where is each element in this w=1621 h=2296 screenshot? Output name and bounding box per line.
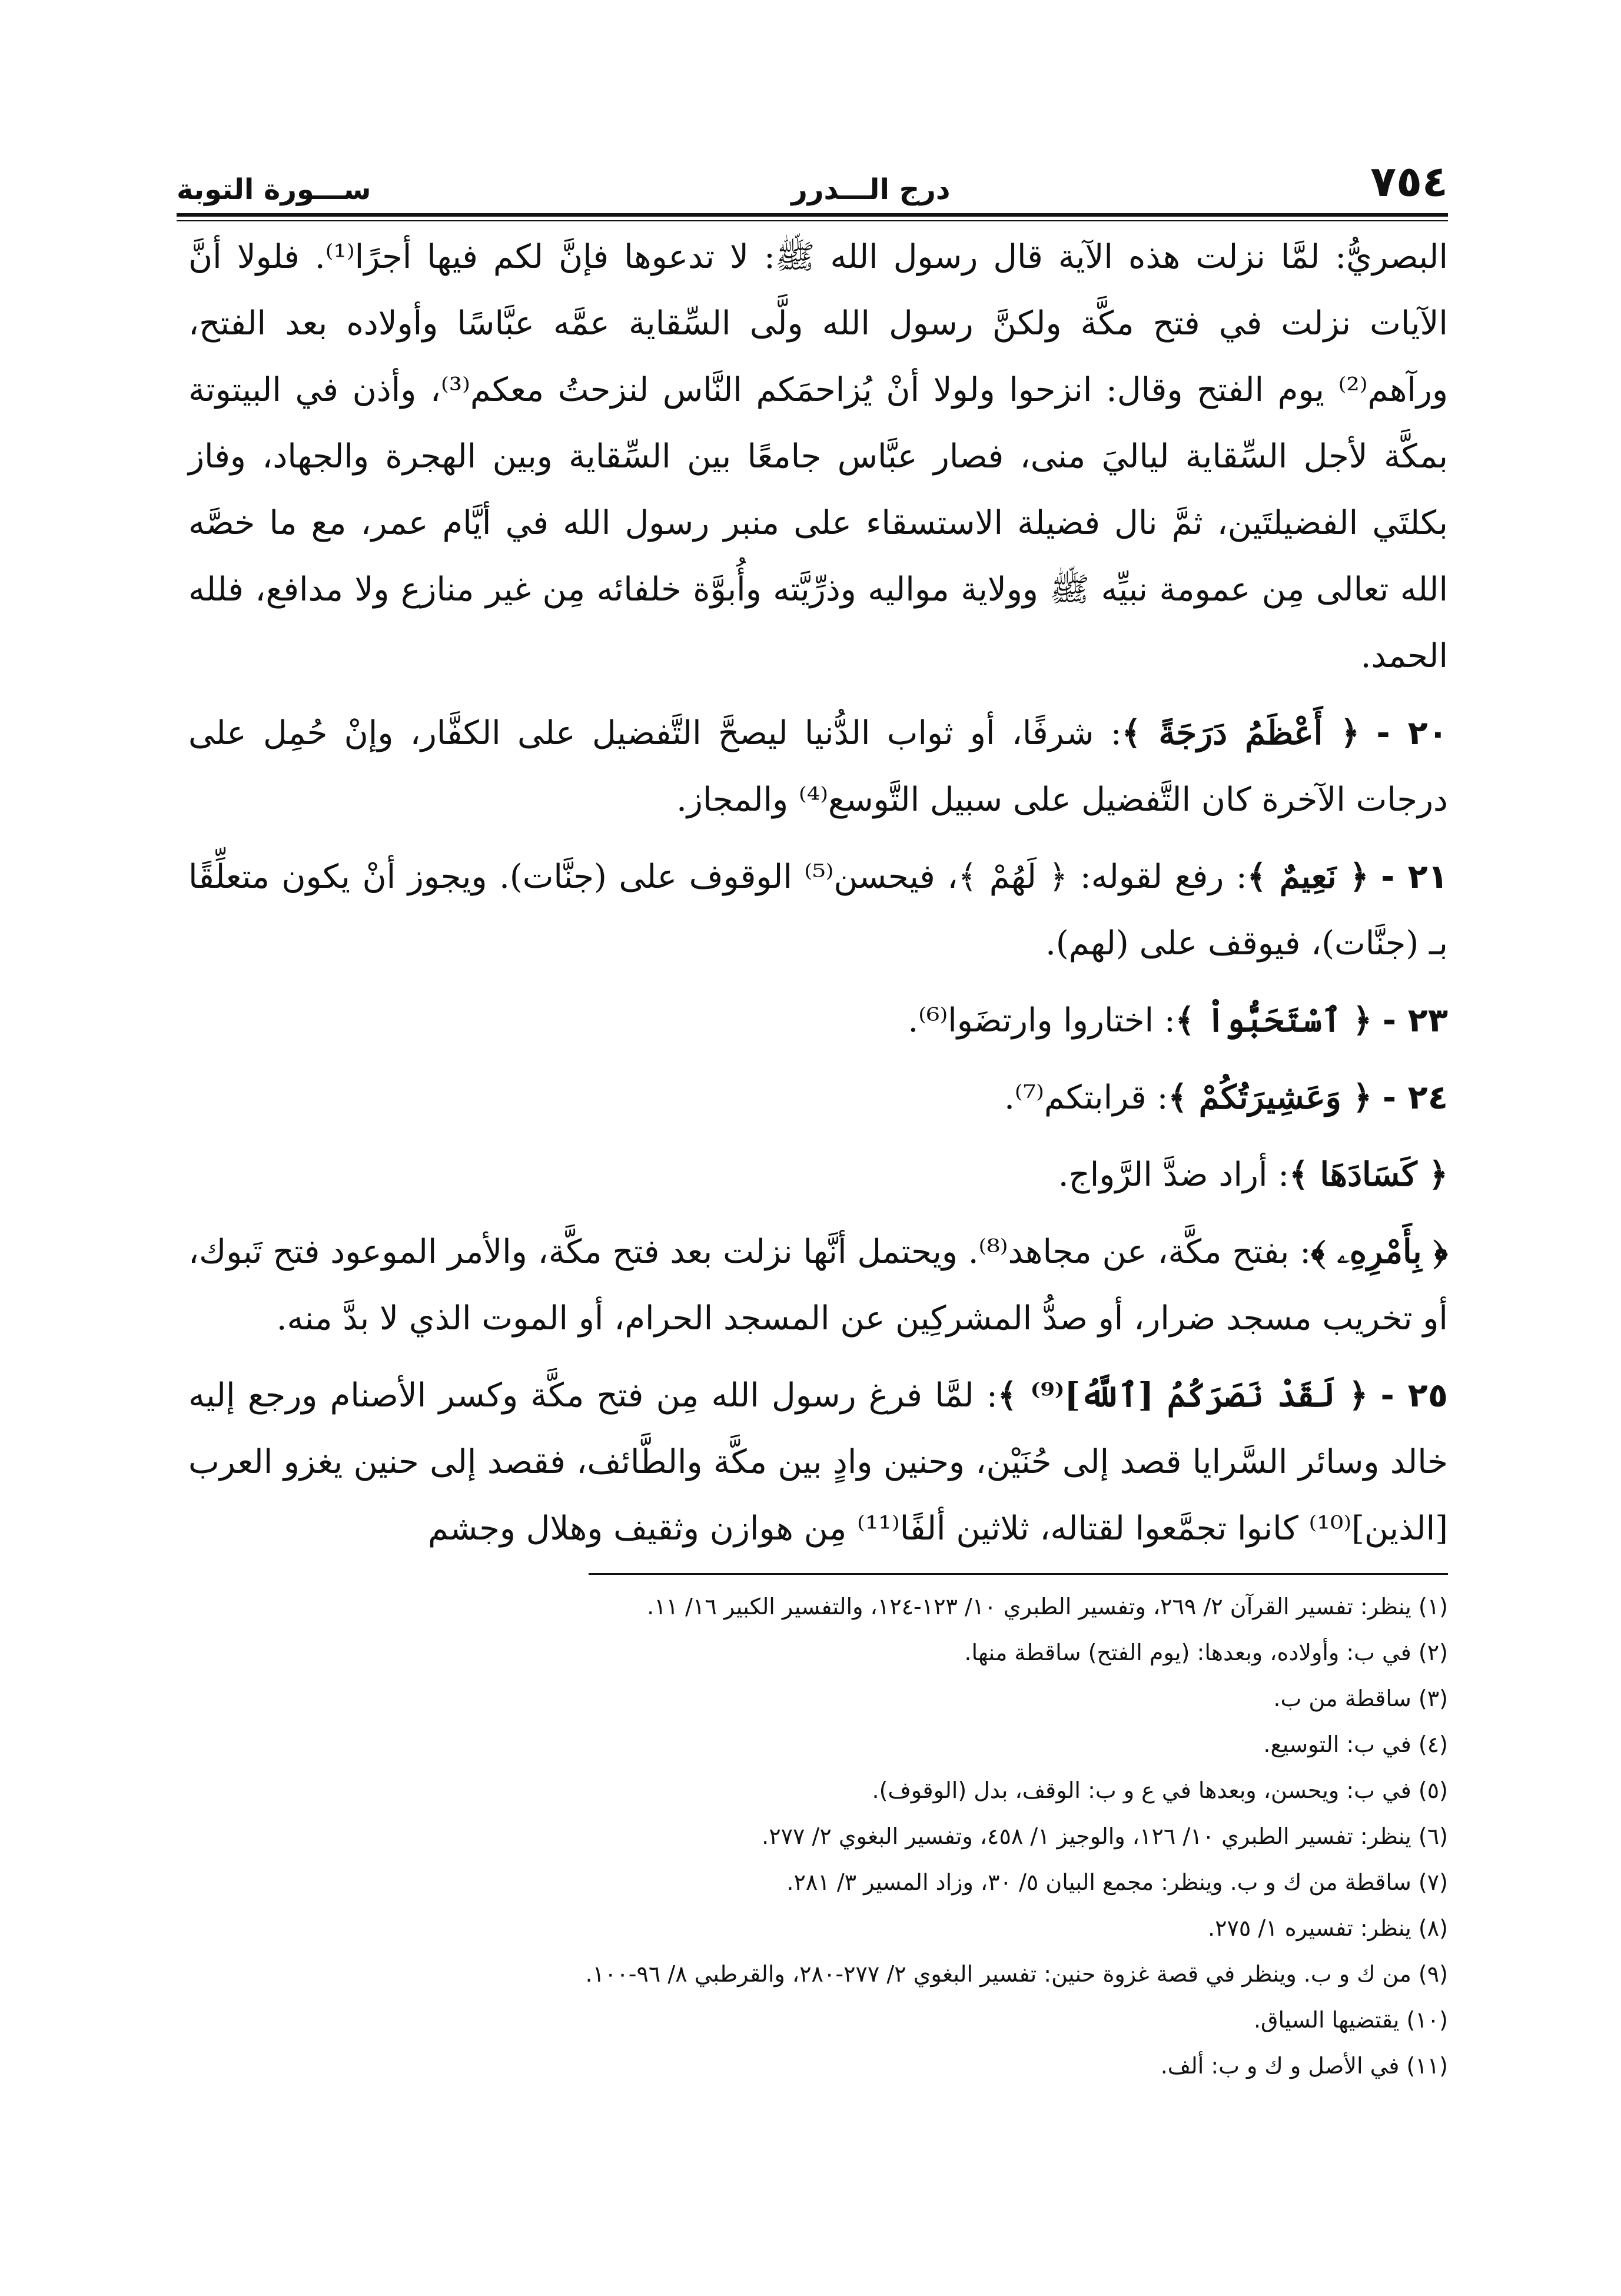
footnote: (٥) في ب: ويحسن، وبعدها في ع و ب: الوقف، بدل (الوقوف). <box>872 1777 1448 1803</box>
footnote: (٤) في ب: التوسيع. <box>1263 1731 1448 1757</box>
commentary: : لمَّا فرغ رسول الله مِن فتح مكَّة وكسر الأصنام ورجع <box>247 1376 998 1415</box>
text-line: الآيات نزلت في فتح مكَّة ولكنَّ رسول الله ولَّى السِّقاية عمَّه عبَّاسًا وأولاده بعد الفتح، <box>188 304 1448 343</box>
text-line: على درجات الآخرة كان التَّفضيل على سبيل التَّوسع⁽⁴⁾ والمجاز. <box>188 714 1448 819</box>
verse-entry-biamrihi <box>188 1219 1448 1352</box>
header-divider-thin <box>177 220 1448 221</box>
main-text <box>188 224 1448 1562</box>
footnote: (٢) في ب: وأولاده، وبعدها: (يوم الفتح) ساقطة منها. <box>964 1640 1448 1665</box>
quran-phrase: ﴿ وَعَشِيرَتُكُمْ ﴾ <box>1168 1078 1373 1117</box>
text-line: بكلتَي الفضيلتَين، ثمَّ نال فضيلة الاستسقاء على منبر رسول الله في أيَّام عمر، مع ما خصَّه الله <box>188 504 1448 609</box>
page-number: ٧٥٤ <box>1370 157 1448 206</box>
footnotes <box>188 1584 1448 2089</box>
verse-number: ٢٤ - <box>1382 1079 1448 1117</box>
quran-phrase: ﴿ نَعِيمٌ ﴾ <box>1247 857 1369 896</box>
verse-number: ٢٠ - <box>1376 714 1448 752</box>
commentary: : شرفًا، أو ثواب الدُّنيا ليصحَّ التَّفضيل على الكفَّار، وإنْ حُمِل <box>263 714 1122 752</box>
text-line: الحمد. <box>1360 637 1448 675</box>
paragraph-intro <box>188 224 1448 689</box>
footnote: (٣) ساقطة من ب. <box>1273 1685 1448 1711</box>
text-line: يكون متعلِّقًا بـ (جنَّات)، فيوقف على (لهم). <box>188 858 1448 963</box>
text-line: البصريُّ: لمَّا نزلت هذه الآية قال رسول الله ﷺ: لا تدعوها فإنَّ لكم فيها أجرًا⁽¹⁾. فلولا أنَّ <box>188 238 1448 276</box>
footnote: (١٠) يقتضيها السياق. <box>1253 2007 1448 2033</box>
quran-phrase: ﴿ لَقَدْ نَصَرَكُمُ [ٱللَّهُ]⁽⁹⁾ ﴾ <box>997 1376 1368 1415</box>
verse-entry-20 <box>188 700 1448 833</box>
quran-phrase: ﴿ ٱسْتَحَبُّواْ ﴾ <box>1175 1001 1373 1040</box>
text-line: بمكَّة لأجل السِّقاية لياليَ منى، فصار عبَّاس جامعًا بين السِّقاية وبين الهجرة والجهاد، وفاز <box>188 437 1448 476</box>
commentary: : أراد ضدَّ الرَّواج. <box>1058 1156 1290 1194</box>
quran-phrase: ﴿ كَسَادَهَا ﴾ <box>1289 1155 1448 1194</box>
quran-phrase: ﴿ أَعْظَمُ دَرَجَةً ﴾ <box>1121 714 1360 752</box>
verse-number: ٢٥ - <box>1380 1376 1449 1415</box>
verse-entry-24 <box>188 1064 1448 1131</box>
text-line: إليه خالد وسائر السَّرايا قصد إلى حُنَيْن، وحنين وادٍ بين مكَّة والطَّائف، فقصد إلى حنين يغزو <box>188 1376 1448 1481</box>
verse-number: ٢٣ - <box>1382 1001 1448 1040</box>
footnote: (٦) ينظر: تفسير الطبري ١٠/ ١٢٦، والوجيز ١/ ٤٥٨، وتفسير البغوي ٢/ ٢٧٧. <box>762 1823 1448 1849</box>
commentary: : اختاروا وارتضَوا⁽⁶⁾. <box>908 1001 1175 1040</box>
verse-entry-kasadaha <box>188 1142 1448 1208</box>
commentary: : رفع لقوله: ﴿ لَهُمْ ﴾، فيحسن⁽⁵⁾ الوقوف على (جنَّات). ويجوز أنْ <box>362 858 1247 896</box>
text-line: تَبوك، أو تخريب مسجد ضرار، أو صدُّ المشركِين عن المسجد الحرام، أو الموت الذي لا بدَّ منه. <box>188 1233 1448 1338</box>
verse-entry-25 <box>188 1362 1448 1562</box>
verse-entry-21 <box>188 844 1448 977</box>
text-line: تعالى مِن عمومة نبيِّه ﷺ وولاية مواليه وذرِّيَّته وأُبوَّة خلفائه مِن غير منازع ولا مدافع، فلله <box>188 570 1389 609</box>
footnote-divider <box>589 1573 1448 1575</box>
footnote: (١١) في الأصل و ك و ب: ألف. <box>1160 2053 1448 2079</box>
verse-entry-23 <box>188 987 1448 1054</box>
book-title: درج الـــدرر <box>791 173 951 206</box>
quran-phrase: ﴿ بِأَمْرِهِۦ ﴾ <box>1311 1232 1448 1271</box>
surah-title: ســـورة التوبة <box>177 173 371 206</box>
text-line: ورآهم⁽²⁾ يوم الفتح وقال: انزحوا ولولا أنْ يُزاحمَكم النَّاس لنزحتُ معكم⁽³⁾، وأذن في البيتوتة <box>188 371 1448 409</box>
page-header <box>177 135 1448 206</box>
commentary: : بفتح مكَّة، عن مجاهد⁽⁸⁾. ويحتمل أنَّها نزلت بعد فتح مكَّة، والأمر الموعود فتح <box>273 1233 1311 1271</box>
verse-number: ٢١ - <box>1381 858 1449 896</box>
footnote: (٧) ساقطة من ك و ب. وينظر: مجمع البيان ٥/ ٣٠، وزاد المسير ٣/ ٢٨١. <box>786 1869 1448 1895</box>
footnote: (٩) من ك و ب. وينظر في قصة غزوة حنين: تفسير البغوي ٢/ ٢٧٧-٢٨٠، والقرطبي ٨/ ٩٦-١٠٠. <box>585 1961 1448 1987</box>
footnote: (١) ينظر: تفسير القرآن ٢/ ٢٦٩، وتفسير الطبري ١٠/ ١٢٣-١٢٤، والتفسير الكبير ١٦/ ١١. <box>647 1594 1448 1620</box>
commentary: : قرابتكم⁽⁷⁾. <box>1004 1079 1168 1117</box>
header-divider <box>177 213 1448 217</box>
footnote: (٨) ينظر: تفسيره ١/ ٢٧٥. <box>1208 1915 1448 1941</box>
text-line: العرب [الذين]⁽¹⁰⁾ كانوا تجمَّعوا لقتاله، ثلاثين ألفًا⁽¹¹⁾ مِن هوازن وثقيف وهلال وجشم <box>188 1443 1448 1548</box>
